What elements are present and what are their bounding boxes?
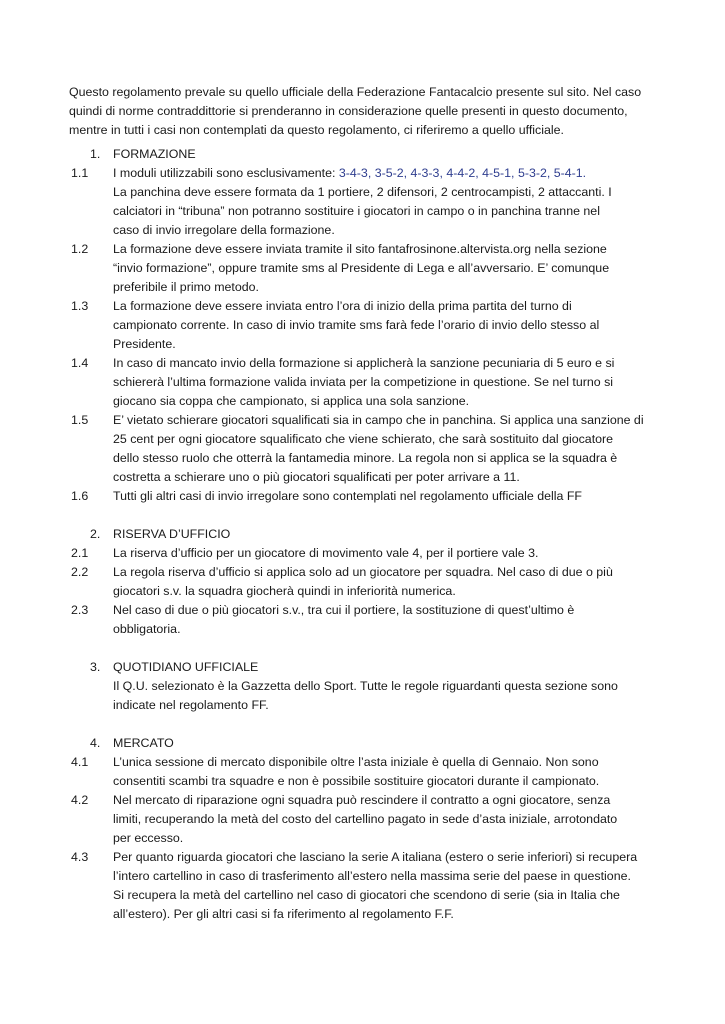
rule-line: caso di invio irregolare della formazione. bbox=[113, 223, 335, 237]
rule-line: L’unica sessione di mercato disponibile oltre l’asta iniziale è quella di Gennaio. Non sono bbox=[113, 755, 599, 769]
rule-line: Nel mercato di riparazione ogni squadra può rescindere il contratto a ogni giocatore, senza bbox=[113, 793, 611, 807]
section-number: 1. bbox=[90, 147, 101, 161]
rule-number: 4.3 bbox=[71, 850, 89, 864]
section-mercato bbox=[69, 734, 659, 924]
rule-number: 4.2 bbox=[71, 793, 89, 807]
section-title: QUOTIDIANO UFFICIALE bbox=[113, 660, 259, 674]
intro-line: quindi di norme contraddittorie si prenderanno in considerazione quelle presenti in questo documento, bbox=[69, 104, 628, 118]
section-heading bbox=[69, 525, 659, 544]
rule-number: 2.2 bbox=[71, 565, 89, 579]
rule-line: Si recupera la metà del cartellino nel caso di giocatori che scendono di serie (sia in Italia che bbox=[113, 888, 620, 902]
body-line: Il Q.U. selezionato è la Gazzetta dello Sport. Tutte le regole riguardanti questa sezione sono bbox=[113, 679, 618, 693]
rule-item-1-4 bbox=[71, 354, 659, 411]
section-title: MERCATO bbox=[113, 736, 174, 750]
section-title: FORMAZIONE bbox=[113, 147, 196, 161]
rule-line: giocano sia coppa che campionato, si applica una sola sanzione. bbox=[113, 394, 470, 408]
rule-item-1-6 bbox=[71, 487, 659, 506]
intro-line: Questo regolamento prevale su quello ufficiale della Federazione Fantacalcio presente sul sito. Nel caso bbox=[69, 85, 642, 99]
document-page bbox=[69, 83, 659, 943]
rule-line: La panchina deve essere formata da 1 portiere, 2 difensori, 2 centrocampisti, 2 attaccanti. I bbox=[113, 185, 612, 199]
rule-line: per eccesso. bbox=[113, 831, 184, 845]
rule-line: schiererà l’ultima formazione valida inviata per la competizione in questione. Se nel turno si bbox=[113, 375, 614, 389]
rule-item-1-3 bbox=[71, 297, 659, 354]
rule-line: Per quanto riguarda giocatori che lasciano la serie A italiana (estero o serie inferiori) si recupera bbox=[113, 850, 638, 864]
rule-number: 1.5 bbox=[71, 413, 89, 427]
body-line: indicate nel regolamento FF. bbox=[113, 698, 269, 712]
rule-item-1-2 bbox=[71, 240, 659, 297]
rule-line: calciatori in “tribuna” non potranno sostituire i giocatori in campo o in panchina tranne nel bbox=[113, 204, 600, 218]
rule-item-4-3 bbox=[71, 848, 659, 924]
rule-item-4-2 bbox=[71, 791, 659, 848]
rule-line: l’intero cartellino in caso di trasferimento all’estero nella massima serie del paese in questione. bbox=[113, 869, 631, 883]
rule-number: 1.1 bbox=[71, 166, 89, 180]
rule-line: In caso di mancato invio della formazione si applicherà la sanzione pecuniaria di 5 euro e si bbox=[113, 356, 615, 370]
section-quotidiano-ufficiale bbox=[69, 658, 659, 715]
rule-line: all’estero). Per gli altri casi si fa riferimento al regolamento F.F. bbox=[113, 907, 454, 921]
rule-line: E’ vietato schierare giocatori squalificati sia in campo che in panchina. Si applica una sanzione di bbox=[113, 413, 644, 427]
modules-list: 3-4-3, 3-5-2, 4-3-3, 4-4-2, 4-5-1, 5-3-2, 5-4-1. bbox=[338, 166, 587, 180]
rule-line: campionato corrente. In caso di invio tramite sms farà fede l’orario di invio dello stesso al bbox=[113, 318, 600, 332]
rule-number: 1.2 bbox=[71, 242, 89, 256]
rule-number: 4.1 bbox=[71, 755, 89, 769]
section-title: RISERVA D’UFFICIO bbox=[113, 527, 231, 541]
intro-line: mentre in tutti i casi non contemplati da questo regolamento, ci riferiremo a quello ufficiale. bbox=[69, 123, 564, 137]
intro-paragraph bbox=[69, 83, 659, 140]
rule-line: dello stesso ruolo che otterrà la fantamedia minore. La regola non si applica se la squadra è bbox=[113, 451, 618, 465]
rule-number: 2.3 bbox=[71, 603, 89, 617]
rule-item-2-3 bbox=[71, 601, 659, 639]
section-riserva-ufficio bbox=[69, 525, 659, 639]
rule-line: Tutti gli altri casi di invio irregolare sono contemplati nel regolamento ufficiale della FF bbox=[113, 489, 583, 503]
section-heading bbox=[69, 734, 659, 753]
rule-number: 1.4 bbox=[71, 356, 89, 370]
section-heading bbox=[69, 145, 659, 164]
rule-line: 25 cent per ogni giocatore squalificato che viene schierato, che sarà sostituito dal giocatore bbox=[113, 432, 614, 446]
rule-line: limiti, recuperando la metà del costo del cartellino pagato in sede d’asta iniziale, arrotondato bbox=[113, 812, 618, 826]
rule-line: La riserva d’ufficio per un giocatore di movimento vale 4, per il portiere vale 3. bbox=[113, 546, 539, 560]
rule-number: 1.3 bbox=[71, 299, 89, 313]
rule-text: I moduli utilizzabili sono esclusivamente: bbox=[113, 166, 339, 180]
rule-number: 1.6 bbox=[71, 489, 89, 503]
section-body bbox=[69, 677, 659, 715]
rule-line: Presidente. bbox=[113, 337, 176, 351]
rule-item-2-2 bbox=[71, 563, 659, 601]
rule-line: La regola riserva d’ufficio si applica solo ad un giocatore per squadra. Nel caso di due o più bbox=[113, 565, 613, 579]
rule-item-1-1 bbox=[71, 164, 659, 240]
section-number: 4. bbox=[90, 736, 101, 750]
rule-item-1-5 bbox=[71, 411, 659, 487]
section-heading bbox=[69, 658, 659, 677]
section-number: 2. bbox=[90, 527, 101, 541]
rule-line: preferibile il primo metodo. bbox=[113, 280, 259, 294]
rule-item-2-1 bbox=[71, 544, 659, 563]
rule-line: consentiti scambi tra squadre e non è possibile sostituire giocatori durante il campionato. bbox=[113, 774, 600, 788]
rule-line: La formazione deve essere inviata entro l’ora di inizio della prima partita del turno di bbox=[113, 299, 572, 313]
rule-line: costretta a schierare uno o più giocatori squalificati per poter arrivare a 11. bbox=[113, 470, 520, 484]
section-formazione bbox=[69, 145, 659, 506]
rule-item-4-1 bbox=[71, 753, 659, 791]
rule-number: 2.1 bbox=[71, 546, 89, 560]
rule-line: giocatori s.v. la squadra giocherà quindi in inferiorità numerica. bbox=[113, 584, 456, 598]
rule-line: La formazione deve essere inviata tramite il sito fantafrosinone.altervista.org nella sezione bbox=[113, 242, 607, 256]
section-number: 3. bbox=[90, 660, 101, 674]
rule-line: “invio formazione”, oppure tramite sms al Presidente di Lega e all’avversario. E’ comunque bbox=[113, 261, 610, 275]
rule-line: Nel caso di due o più giocatori s.v., tra cui il portiere, la sostituzione di quest’ultimo è bbox=[113, 603, 575, 617]
rule-line bbox=[113, 164, 659, 183]
rule-line: obbligatoria. bbox=[113, 622, 181, 636]
